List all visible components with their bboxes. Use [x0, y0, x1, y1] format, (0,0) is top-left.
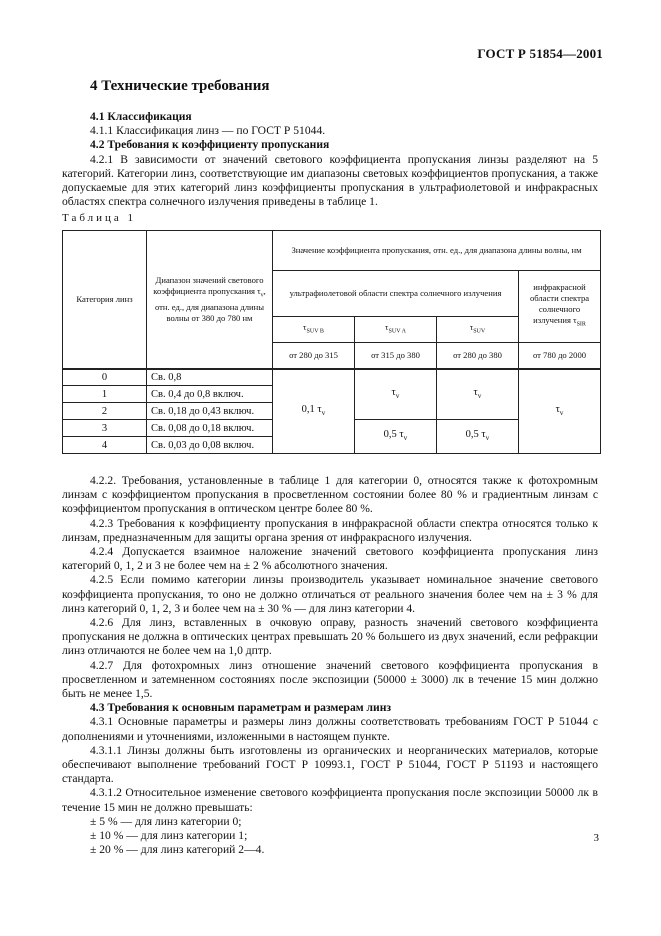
range-280-380: от 280 до 380	[437, 343, 519, 369]
list-item: ± 20 % — для линз категорий 2—4.	[90, 843, 265, 857]
table-row-cat: 3	[63, 420, 147, 437]
header-ir: инфракрасной области спектра солнечного излучения $\tau_{SIR}$	[519, 271, 601, 343]
page-number: 3	[593, 832, 599, 844]
para-4-3-1: 4.3.1 Основные параметры и размеры линз должны соответствовать требованиям ГОСТ Р 51044 с дополнениями и уточнениями, изложенными в настоящем пункте.	[62, 715, 598, 743]
header-values: Значение коэффициента пропускания, отн. ед., для диапазона длины волны, нм	[273, 231, 601, 271]
para-4-3-1-2: 4.3.1.2 Относительное изменение светового коэффициента пропускания после экспозиции 50000 лк в течение 15 мин не должно превышать:	[62, 786, 598, 814]
list-item: ± 5 % — для линз категории 0;	[90, 814, 242, 828]
table-row-range: Св. 0,08 до 0,18 включ.	[147, 420, 273, 437]
standard-header: ГОСТ Р 51854—2001	[477, 46, 603, 61]
list-item: ± 10 % — для линз категории 1;	[90, 829, 248, 843]
range-315-380: от 315 до 380	[355, 343, 437, 369]
main-text	[62, 474, 598, 857]
header-tau-suvb: $\tau_{SUV B}$	[273, 317, 355, 343]
para-4-2-5: 4.2.5 Если помимо категории линзы производитель указывает номинальное значение светового коэффициента пропускания, то оно не должно отличаться от реального значения более чем на ± 3 % для линз категорий 0, 1, 2, 3 и более чем на ± 30 % — для линз категории 4.	[62, 573, 598, 615]
table-row-range: Св. 0,8	[147, 369, 273, 386]
table-row-cat: 0	[63, 369, 147, 386]
table-row-range: Св. 0,03 до 0,08 включ.	[147, 437, 273, 454]
header-category: Категория линз	[63, 231, 147, 369]
range-780-2000: от 780 до 2000	[519, 343, 601, 369]
para-4-2-1: 4.2.1 В зависимости от значений светового коэффициента пропускания линзы разделяют на 5 категорий. Категории линз, соответствующие им диапазоны световых коэффициентов пропускания, а также допускаемые для этих категорий линз коэффициенты пропускания в ультрафиолетовой и инфракрасных областях спектра солнечного излучения приведены в таблице 1.	[62, 152, 598, 209]
para-4-3-1-1: 4.3.1.1 Линзы должны быть изготовлены из органических и неорганических материалов, которые обеспечивают выполнение требований ГОСТ Р 10993.1, ГОСТ Р 51044, ГОСТ Р 51193 и настоящего стандарта.	[62, 743, 598, 786]
heading-4-3: 4.3 Требования к основным параметрам и размерам линз	[90, 701, 392, 715]
header-tau-suva: $\tau_{SUV A}$	[355, 317, 437, 343]
table-1	[62, 230, 601, 454]
para-4-2-2: 4.2.2. Требования, установленные в таблице 1 для категории 0, относятся также к фотохромным линзам с коэффициентом пропускания в просветленном состоянии более 80 % и градиентным линзам с коэффициентом пропускания в оптическом центре более 80 %.	[62, 474, 598, 516]
table-caption: Таблица 1	[62, 212, 137, 224]
table-row-range: Св. 0,4 до 0,8 включ.	[147, 386, 273, 403]
table-row-cat: 1	[63, 386, 147, 403]
range-280-315: от 280 до 315	[273, 343, 355, 369]
table-row-cat: 4	[63, 437, 147, 454]
value-suva-bottom: 0,5 $\tau_v$	[355, 420, 437, 454]
para-4-2-7: 4.2.7 Для фотохромных линз отношение значений светового коэффициента пропускания в просветленном и затемненном состояниях после экспозиции (50000 ± 3000) лк в течение 15 мин должно быть не менее 1,5.	[62, 658, 598, 701]
value-sir: $\tau_v$	[519, 369, 601, 454]
para-4-2-4: 4.2.4 Допускается взаимное наложение значений светового коэффициента пропускания линз категорий 0, 1, 2 и 3 не более чем на ± 2 % абсолютного значения.	[62, 545, 598, 573]
intro-text	[62, 110, 598, 209]
value-suvb: 0,1 $\tau_v$	[273, 369, 355, 454]
para-4-1-1: 4.1.1 Классификация линз — по ГОСТ Р 51044.	[90, 124, 326, 138]
header-uv: ультрафиолетовой области спектра солнечного излучения	[273, 271, 519, 317]
value-suv-top: $\tau_v$	[437, 369, 519, 420]
header-tau-suv: $\tau_{SUV}$	[437, 317, 519, 343]
heading-4-2: 4.2 Требования к коэффициенту пропускания	[90, 138, 330, 152]
value-suv-bottom: 0,5 $\tau_v$	[437, 420, 519, 454]
table-row-cat: 2	[63, 403, 147, 420]
heading-4-1: 4.1 Классификация	[90, 110, 192, 123]
table-row-range: Св. 0,18 до 0,43 включ.	[147, 403, 273, 420]
section-title: 4 Технические требования	[90, 78, 270, 94]
para-4-2-3: 4.2.3 Требования к коэффициенту пропускания в инфракрасной области спектра относятся только к линзам, предназначенным для защиты органа зрения от инфракрасного излучения.	[62, 516, 598, 544]
para-4-2-6: 4.2.6 Для линз, вставленных в очковую оправу, разность значений светового коэффициента пропускания не должна в оптических центрах превышать 20 % большего из двух значений, если рефракции линз отличаются не более чем на 1,0 дптр.	[62, 616, 598, 658]
value-suva-top: $\tau_v$	[355, 369, 437, 420]
header-range: Диапазон значений светового коэффициента пропускания $\tau_v$, отн. ед., для диапазона длины волны от 380 до 780 нм	[147, 231, 273, 369]
